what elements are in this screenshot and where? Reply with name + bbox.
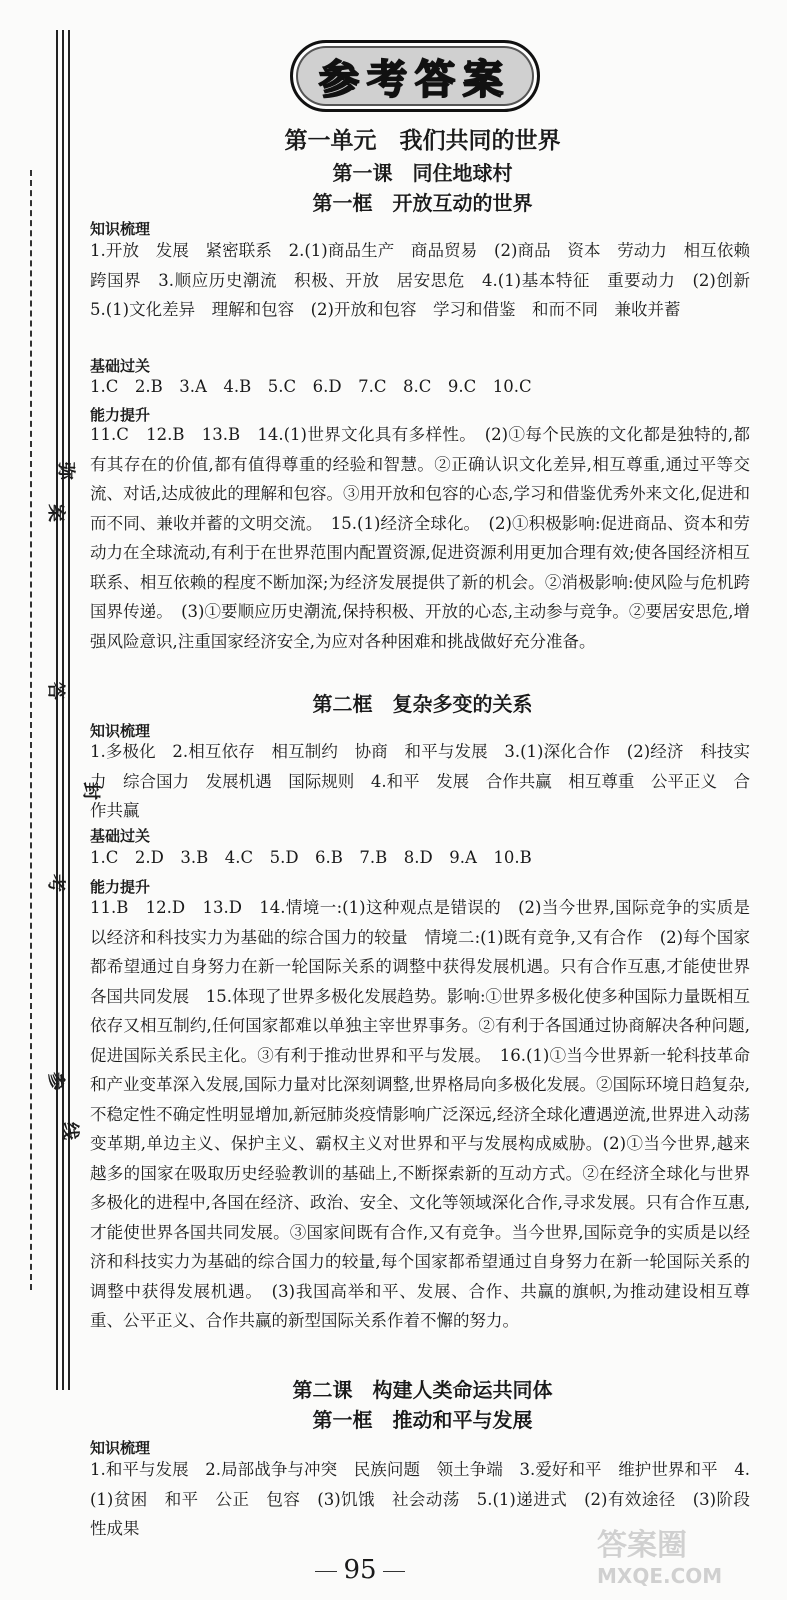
answer-key-banner: [290, 40, 540, 112]
binding-char: 弥: [55, 462, 76, 480]
binding-char: 案: [45, 504, 66, 522]
section-label-ability: 能力提升: [90, 878, 151, 896]
section-label-knowledge: 知识梳理: [90, 220, 151, 238]
section-label-ability: 能力提升: [90, 406, 151, 424]
ability-answers: 11.C 12.B 13.B 14.(1)世界文化具有多样性。 (2)①每个民族的文化都是独特的,都有其存在的价值,都有值得尊重的经验和智慧。②正确认识文化差异,相互尊重,通过平等交流、对话,达成彼此的理解和包容。③用开放和包容的心态,学习和借鉴优秀外来文化,促进和而不同、兼收并蓄的文明交流。 15.(1)经济全球化。 (2)①积极影响:促进商品、资本和劳动力在全球流动,有利于在世界范围内配置资源,促进资源利用更加合理有效;使各国经济相互联系、相互依赖的程度不断加深;为经济发展提供了新的机会。②消极影响:使风险与危机跨国界传递。 (3)①要顺应历史潮流,保持积极、开放的心态,主动参与竞争。②要居安思危,增强风险意识,注重国家经济安全,为应对各种困难和挑战做好充分准备。: [90, 425, 750, 651]
basic-answers: 1.C 2.B 3.A 4.B 5.C 6.D 7.C 8.C 9.C 10.C: [90, 377, 532, 396]
knowledge-answers: 1.多极化 2.相互依存 相互制约 协商 和平与发展 3.(1)深化合作 (2)经济 科技实力 综合国力 发展机遇 国际规则 4.和平 发展 合作共赢 相互尊重 公平正义 合作共赢: [90, 742, 750, 820]
binding-char: 封: [80, 782, 101, 800]
binding-line: [56, 30, 58, 1390]
lesson-title: 第一课 同住地球村: [332, 161, 513, 185]
binding-line: [62, 30, 64, 1390]
watermark-logo: 答案圈 MXQE.COM: [597, 1528, 723, 1588]
knowledge-answers: 1.开放 发展 紧密联系 2.(1)商品生产 商品贸易 (2)商品 资本 劳动力 相互依赖 跨国界 3.顺应历史潮流 积极、开放 居安思危 4.(1)基本特征 重要动力 (2)创新 5.(1)文化差异 理解和包容 (2)开放和包容 学习和借鉴 和而不同 兼收并蓄: [90, 241, 767, 319]
binding-char: 线: [59, 1122, 80, 1140]
section-label-basic: 基础过关: [90, 827, 151, 845]
frame-title: 第一框 推动和平与发展: [312, 1408, 533, 1432]
basic-answers: 1.C 2.D 3.B 4.C 5.D 6.B 7.B 8.D 9.A 10.B: [90, 848, 532, 867]
binding-line: [68, 30, 70, 1390]
unit-title: 第一单元 我们共同的世界: [284, 128, 561, 154]
ability-answers: 11.B 12.D 13.D 14.情境一:(1)这种观点是错误的 (2)当今世界,国际竞争的实质是以经济和科技实力为基础的综合国力的较量 情境二:(1)既有竞争,又有合作 (2)每个国家都希望通过自身努力在新一轮国际关系的调整中获得发展机遇。只有合作互惠,才能使世界各国共同发展 15.体现了世界多极化发展趋势。影响:①世界多极化使多种国际力量既相互依存又相互制约,任何国家都难以单独主宰世界事务。②有利于各国通过协商解决各种问题,促进国际关系民主化。③有利于推动世界和平与发展。 16.(1)①当今世界新一轮科技革命和产业变革深入发展,国际力量对比深刻调整,世界格局向多极化发展。②国际环境日趋复杂,不稳定性不确定性明显增加,新冠肺炎疫情影响广泛深远,经济全球化遭遇逆流,世界进入动荡变革期,单边主义、保护主义、霸权主义对世界和平与发展构成威胁。(2)①当今世界,越来越多的国家在吸取历史经验教训的基础上,不断探索新的互动方式。②在经济全球化与世界多极化的进程中,各国在经济、政治、安全、文化等领域深化合作,寻求发展。只有合作互惠,才能使世界各国共同发展。③国家间既有合作,又有竞争。当今世界,国际竞争的实质是以经济和科技实力为基础的综合国力的较量,每个国家都希望通过自身努力在新一轮国际关系的调整中获得发展机遇。 (3)我国高举和平、发展、合作、共赢的旗帜,为推动建设相互尊重、公平正义、合作共赢的新型国际关系作着不懈的努力。: [90, 898, 750, 1330]
banner-title: 参考答案: [319, 56, 511, 103]
section-label-knowledge: 知识梳理: [90, 722, 151, 740]
knowledge-answers: 1.和平与发展 2.局部战争与冲突 民族问题 领土争端 3.爱好和平 维护世界和平 4.(1)贫困 和平 公正 包容 (3)饥饿 社会动荡 5.(1)递进式 (2)有效途径 (3)阶段性成果: [90, 1460, 750, 1538]
page-number: 95: [300, 1555, 420, 1585]
section-label-basic: 基础过关: [90, 357, 151, 375]
binding-margin: [0, 0, 101, 1600]
binding-char: 答: [45, 682, 66, 700]
binding-dashed-line: [30, 170, 32, 1290]
binding-char: 参: [45, 1072, 66, 1090]
frame-title: 第二框 复杂多变的关系: [312, 692, 533, 716]
lesson-title: 第二课 构建人类命运共同体: [292, 1378, 553, 1402]
section-label-knowledge: 知识梳理: [90, 1439, 151, 1457]
binding-char: 考: [45, 874, 66, 892]
frame-title: 第一框 开放互动的世界: [312, 191, 533, 215]
